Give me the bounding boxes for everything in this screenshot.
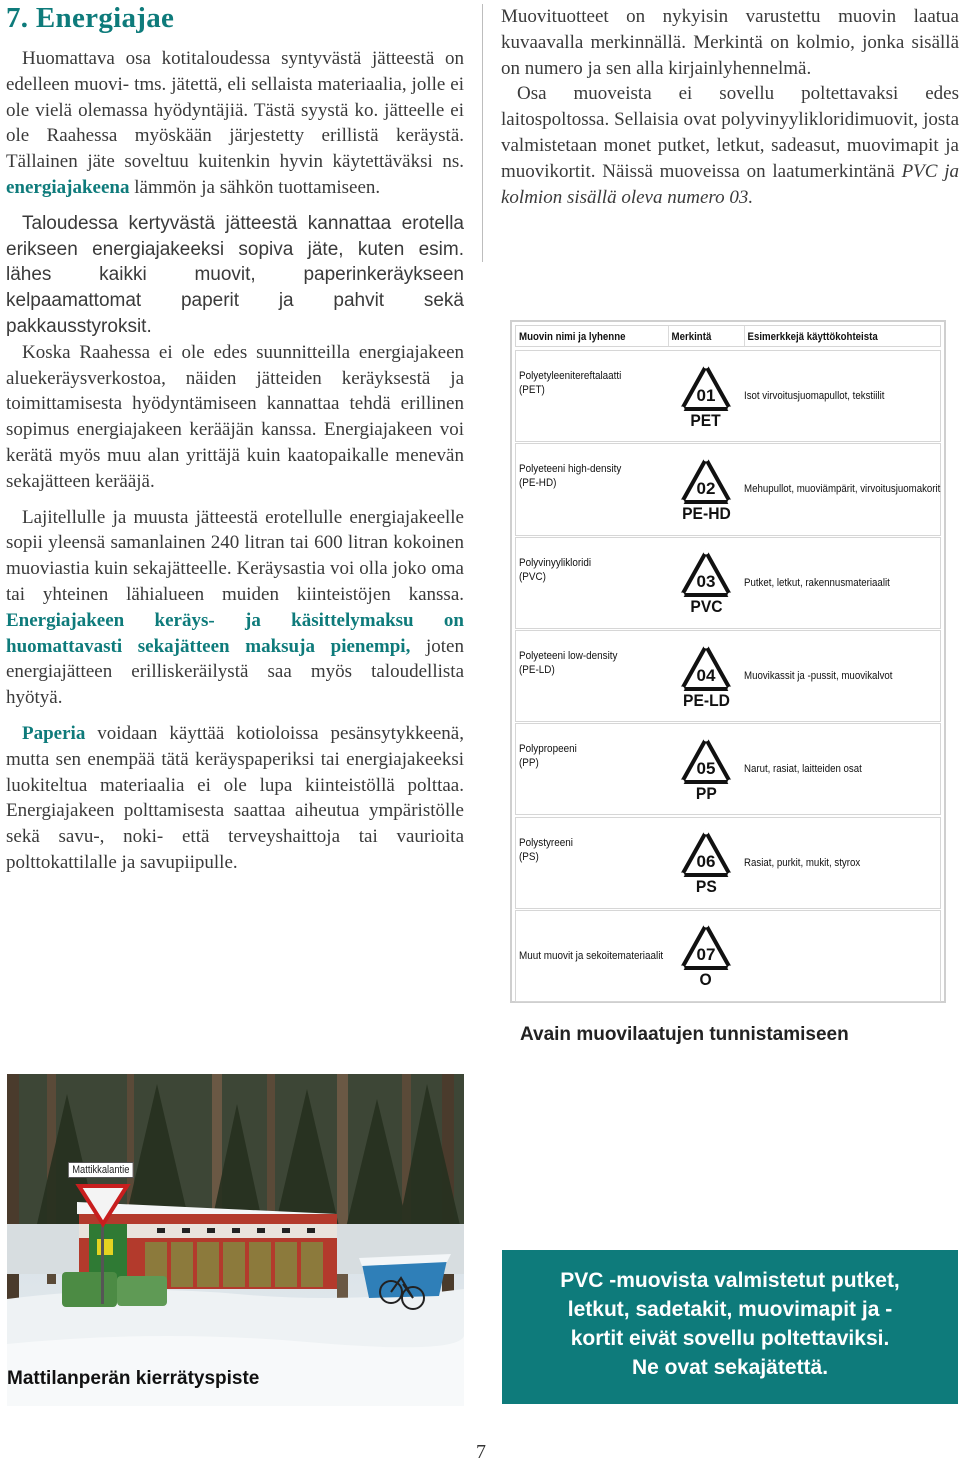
plastic-name-text: Polyvinyylikloridi: [519, 556, 592, 569]
plastic-abbreviation: (PP): [519, 757, 539, 770]
pvc-marking-italic: PVC ja kolmion sisällä oleva numero 03.: [501, 160, 959, 208]
recycling-point-photo: [7, 1074, 464, 1406]
recycling-symbol: [668, 631, 744, 721]
right-column: [501, 4, 959, 210]
paragraph-paper: [6, 721, 464, 876]
recycling-triangle-icon: [679, 829, 733, 879]
usage-examples: [744, 911, 914, 1001]
usage-examples: [744, 538, 914, 628]
resin-number: 02: [696, 478, 716, 498]
plastic-abbreviation: (PE-HD): [519, 477, 557, 490]
callout-line-3: kortit eivät sovellu poltettaviksi.: [570, 1327, 890, 1350]
resin-number: 03: [696, 572, 716, 592]
paragraph-collection: Koska Raahessa ei ole edes suunnitteilla energiajakeen aluekeräysverkostoa, näiden jätteiden keräyksestä ja toimittamisesta hyödyntämiseen kannattaa tehdä erillinen sopimus energiajakeen kerääjän kanssa. Energiajakeen voi kerätä myös muu alan yrittäjä kuin kaatopaikalle menevän sekajätteen kerääjä.: [6, 341, 464, 492]
table-header-row: [515, 325, 941, 347]
plastic-name-text: Polystyreeni: [519, 836, 573, 849]
recycling-symbol: [668, 911, 744, 1001]
recycling-triangle-icon: [679, 736, 733, 786]
usage-examples: [744, 351, 914, 441]
recycling-triangle-icon: [679, 549, 733, 599]
recycling-symbol: [668, 818, 744, 908]
plastic-abbreviation: (PET): [519, 384, 545, 396]
callout-line-4: Ne ovat sekajätettä.: [631, 1356, 829, 1379]
usage-examples-text: Rasiat, purkit, mukit, styrox: [744, 856, 861, 869]
table-row: [515, 443, 941, 535]
usage-examples: [744, 444, 941, 534]
photo-illustration: [7, 1074, 464, 1406]
plastic-abbreviation: (PE-LD): [519, 663, 555, 676]
resin-number: 05: [696, 758, 716, 778]
table-row: [515, 817, 941, 909]
resin-number: 04: [696, 665, 716, 685]
table-caption: Avain muovilaatujen tunnistamiseen: [520, 1024, 849, 1045]
plastic-name: [519, 351, 650, 441]
fee-highlight: Energiajakeen keräys- ja käsittelymaksu on huomattavasti sekajätteen maksuja pienempi,: [6, 609, 464, 657]
photo-caption: Mattilanperän kierrätyspiste: [7, 1368, 260, 1389]
paragraph-intro-text: Huomattava osa kotitaloudessa syntyvästä jätteestä on edelleen muovi- tms. jätettä, eli sellaista materiaalia, jolle ei ole vielä olemassa hyödyntäjiä. Tästä syystä ko. jätteelle ei ole Raahessa myöskään järjestetty erillistä keräystä. Tällainen jäte soveltuu kuitenkin hyvin käytettäväksi ns.: [6, 48, 464, 173]
plastic-name-text: Polypropeeni: [519, 743, 577, 756]
usage-examples: [744, 631, 914, 721]
resin-number: 01: [696, 385, 716, 405]
paragraph-marking: Muovituotteet on nykyisin varustettu muovin laatua kuvaavalla merkinnällä. Merkintä on kolmio, jonka sisällä on numero ja sen alla kirjainlyhennelmä.: [501, 6, 959, 79]
plastic-name: [519, 444, 650, 534]
plastic-name: [519, 631, 650, 721]
plastic-abbreviation: (PS): [519, 850, 539, 863]
street-sign: Mattikkalantie: [68, 1162, 134, 1178]
paragraph-sorting: Taloudessa kertyvästä jätteestä kannattaa erotella erikseen energiajakeeksi sopiva jäte, kuten esim. lähes kaikki muovit, paperinkeräykseen kelpaamattomat paperit ja pahvit sekä pakkausstyroksit.: [6, 212, 464, 337]
resin-code: PVC: [689, 597, 723, 617]
header-marking: Merkintä: [668, 326, 738, 346]
resin-number: 07: [696, 945, 716, 965]
paragraph-intro: [6, 46, 464, 201]
plastic-name: [519, 911, 664, 1001]
table-row: [515, 723, 941, 815]
callout-line-2: letkut, sadetakit, muovimapit ja -: [567, 1298, 893, 1321]
usage-examples: [744, 818, 914, 908]
plastic-abbreviation: (PVC): [519, 570, 546, 583]
resin-code: PP: [695, 783, 717, 803]
plastic-name-text: Polyeteeni low-density: [519, 649, 618, 662]
paragraph-pvc: [501, 81, 959, 210]
header-examples: Esimerkkejä käyttökohteista: [744, 326, 914, 346]
paragraph-containers-text: Lajitellulle ja muusta jätteestä erotellulle energiajakeelle sopii yleensä samanlainen 240 litran tai 600 litran kokoinen muoviastia kuin sekajätteelle. Keräysastia voi olla joko oma tai yhteinen lähialueen muiden kiinteistöjen kanssa.: [6, 506, 464, 605]
usage-examples-text: Mehupullot, muoviämpärit, virvoitusjuomakorit: [744, 483, 941, 496]
section-heading: 7. Energiajae: [6, 2, 175, 34]
plastics-table: [510, 320, 946, 1003]
recycling-triangle-icon: [679, 363, 733, 413]
recycling-triangle-icon: [679, 643, 733, 693]
paper-highlight: Paperia: [22, 722, 86, 744]
usage-examples-text: Muovikassit ja -pussit, muovikalvot: [744, 670, 893, 683]
paragraph-intro-end: lämmön ja sähkön tuottamiseen.: [129, 176, 381, 198]
usage-examples-text: Putket, letkut, rakennusmateriaalit: [744, 576, 890, 589]
callout-line-1: PVC -muovista valmistetut putket,: [560, 1269, 900, 1292]
energiajae-highlight: energiajakeena: [6, 176, 130, 198]
paragraph-paper-text: voidaan käyttää kotioloissa pesänsytykkeenä, mutta sen enempää tätä keräyspaperiksi tai energiajakeeksi luokiteltua materiaalia ei ole lupa kiinteistöllä polttaa. Energiajakeen polttamisesta saattaa aiheutua ympäristölle sekä savu-, noki- että terveyshaittoja tai vaurioita polttokattilalle ja savupiipulle.: [6, 722, 464, 873]
plastic-name-text: Muut muovit ja sekoitemateriaalit: [519, 949, 664, 962]
usage-examples-text: Isot virvoitusjuomapullot, tekstiilit: [744, 390, 885, 403]
resin-code: PE-LD: [682, 690, 730, 710]
table-row: [515, 910, 941, 1002]
recycling-symbol: [668, 351, 744, 441]
recycling-symbol: [668, 444, 744, 534]
resin-code: PE-HD: [681, 503, 731, 523]
usage-examples: [744, 724, 914, 814]
table-row: [515, 350, 941, 442]
table-row: [515, 630, 941, 722]
recycling-triangle-icon: [679, 922, 733, 972]
plastic-name: [519, 818, 650, 908]
pvc-warning-callout: [502, 1250, 958, 1404]
plastic-name-text: Polyeteeni high-density: [519, 463, 622, 476]
recycling-symbol: [668, 538, 744, 628]
recycling-symbol: [668, 724, 744, 814]
header-name: Muovin nimi ja lyhenne: [519, 331, 626, 343]
recycling-triangle-icon: [679, 456, 733, 506]
page-number: 7: [476, 1441, 486, 1463]
resin-number: 06: [696, 852, 716, 872]
paragraph-pvc-text: Osa muoveista ei sovellu poltettavaksi edes laitospoltossa. Sellaisia ovat polyvinyylikloridimuovit, josta valmistetaan monet putket, letkut, sadeasut, muovimapit ja muovikortit. Näissä muoveissa on laatumerkintänä: [501, 83, 959, 182]
paragraph-containers: [6, 505, 464, 711]
left-column: [6, 46, 464, 876]
paragraph-containers-end: joten energiajätteen erilliskeräilystä saa myös taloudellista hyötyä.: [6, 635, 464, 709]
plastic-name: [519, 724, 650, 814]
plastic-name: [519, 538, 650, 628]
plastic-name-text: Polyetyleenitereftalaatti: [519, 370, 622, 382]
column-divider: [482, 4, 483, 262]
resin-code: PS: [695, 877, 717, 897]
resin-code: O: [699, 970, 713, 990]
table-row: [515, 537, 941, 629]
resin-code: PET: [690, 410, 722, 430]
usage-examples-text: Narut, rasiat, laitteiden osat: [744, 763, 862, 776]
